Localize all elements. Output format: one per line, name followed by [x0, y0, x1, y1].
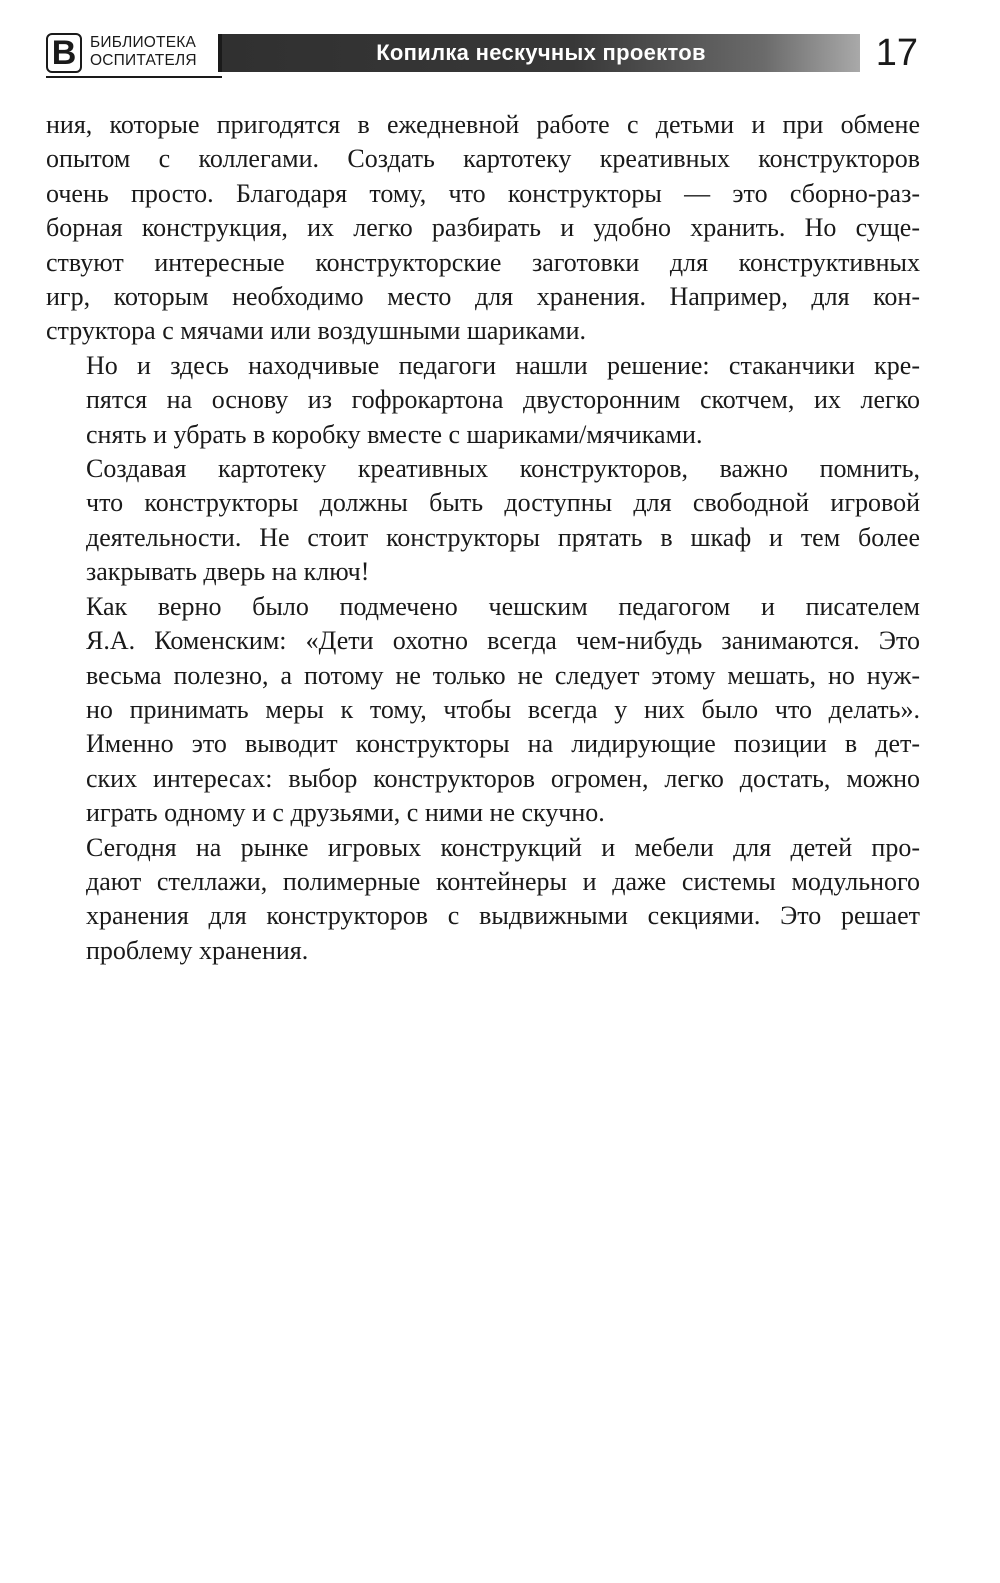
text-line: борная конструкция, их легко разбирать и удобно хранить. Но суще- — [46, 213, 920, 243]
text-line: Как верно было подмечено чешским педагогом и писателем — [86, 591, 920, 621]
text-line: ния, которые пригодятся в ежедневной работе с детьми и при обмене — [46, 110, 920, 139]
text-line: опытом с коллегами. Создать картотеку креативных конструкторов — [46, 144, 920, 174]
text-line: пятся на основу из гофрокартона двусторонним скотчем, их легко — [86, 385, 920, 415]
text-line: Сегодня на рынке игровых конструкций и мебели для детей про- — [86, 832, 920, 862]
text-line: хранения для конструкторов с выдвижными секциями. Это решает — [86, 901, 920, 931]
page-header — [46, 30, 920, 76]
text-line: снять и убрать в коробку вместе с шариками/мячиками. — [86, 419, 703, 449]
text-line: весьма полезно, а потому не только не следует этому мешать, но нуж- — [86, 660, 920, 690]
logo-underline — [46, 76, 222, 78]
body-text — [46, 108, 920, 968]
text-line: закрывать дверь на ключ! — [86, 557, 370, 587]
text-line: дают стеллажи, полимерные контейнеры и даже системы модульного — [86, 866, 920, 896]
text-line: деятельности. Не стоит конструкторы прятать в шкаф и тем более — [86, 522, 920, 552]
series-logo-line2: ОСПИТАТЕЛЯ — [90, 52, 197, 69]
text-line: Но и здесь находчивые педагоги нашли решение: стаканчики кре- — [86, 350, 920, 380]
text-line: игр, которым необходимо место для хранения. Например, для кон- — [46, 282, 920, 312]
paragraph — [46, 831, 920, 969]
paragraph — [46, 590, 920, 831]
text-line: но принимать меры к тому, чтобы всегда у них было что делать». — [86, 694, 920, 724]
text-line: ских интересах: выбор конструкторов огромен, легко достать, можно — [86, 763, 920, 793]
page-number: 17 — [875, 32, 918, 74]
text-line: ствуют интересные конструкторские заготовки для конструктивных — [46, 247, 920, 277]
text-line: что конструкторы должны быть доступны для свободной игровой — [86, 488, 920, 518]
text-line: Я.А. Коменским: «Дети охотно всегда чем-нибудь занимаются. Это — [86, 626, 920, 656]
text-line: Именно это выводит конструкторы на лидирующие позиции в дет- — [86, 729, 920, 759]
chapter-banner — [218, 34, 860, 72]
series-logo-text — [90, 34, 197, 70]
text-line: очень просто. Благодаря тому, что конструкторы — это сборно-раз- — [46, 178, 920, 208]
paragraph — [46, 349, 920, 452]
text-line: Создавая картотеку креативных конструкторов, важно помнить, — [86, 454, 920, 484]
text-line: проблему хранения. — [86, 935, 309, 965]
series-logo — [46, 30, 226, 76]
paragraph — [46, 452, 920, 590]
series-logo-line1: БИБЛИОТЕКА — [90, 34, 197, 51]
text-line: играть одному и с друзьями, с ними не скучно. — [86, 798, 605, 828]
paragraph — [46, 108, 920, 349]
text-line: структора с мячами или воздушными шариками. — [46, 316, 586, 346]
chapter-title: Копилка нескучных проектов — [376, 40, 706, 65]
series-logo-letter: В — [46, 33, 82, 73]
